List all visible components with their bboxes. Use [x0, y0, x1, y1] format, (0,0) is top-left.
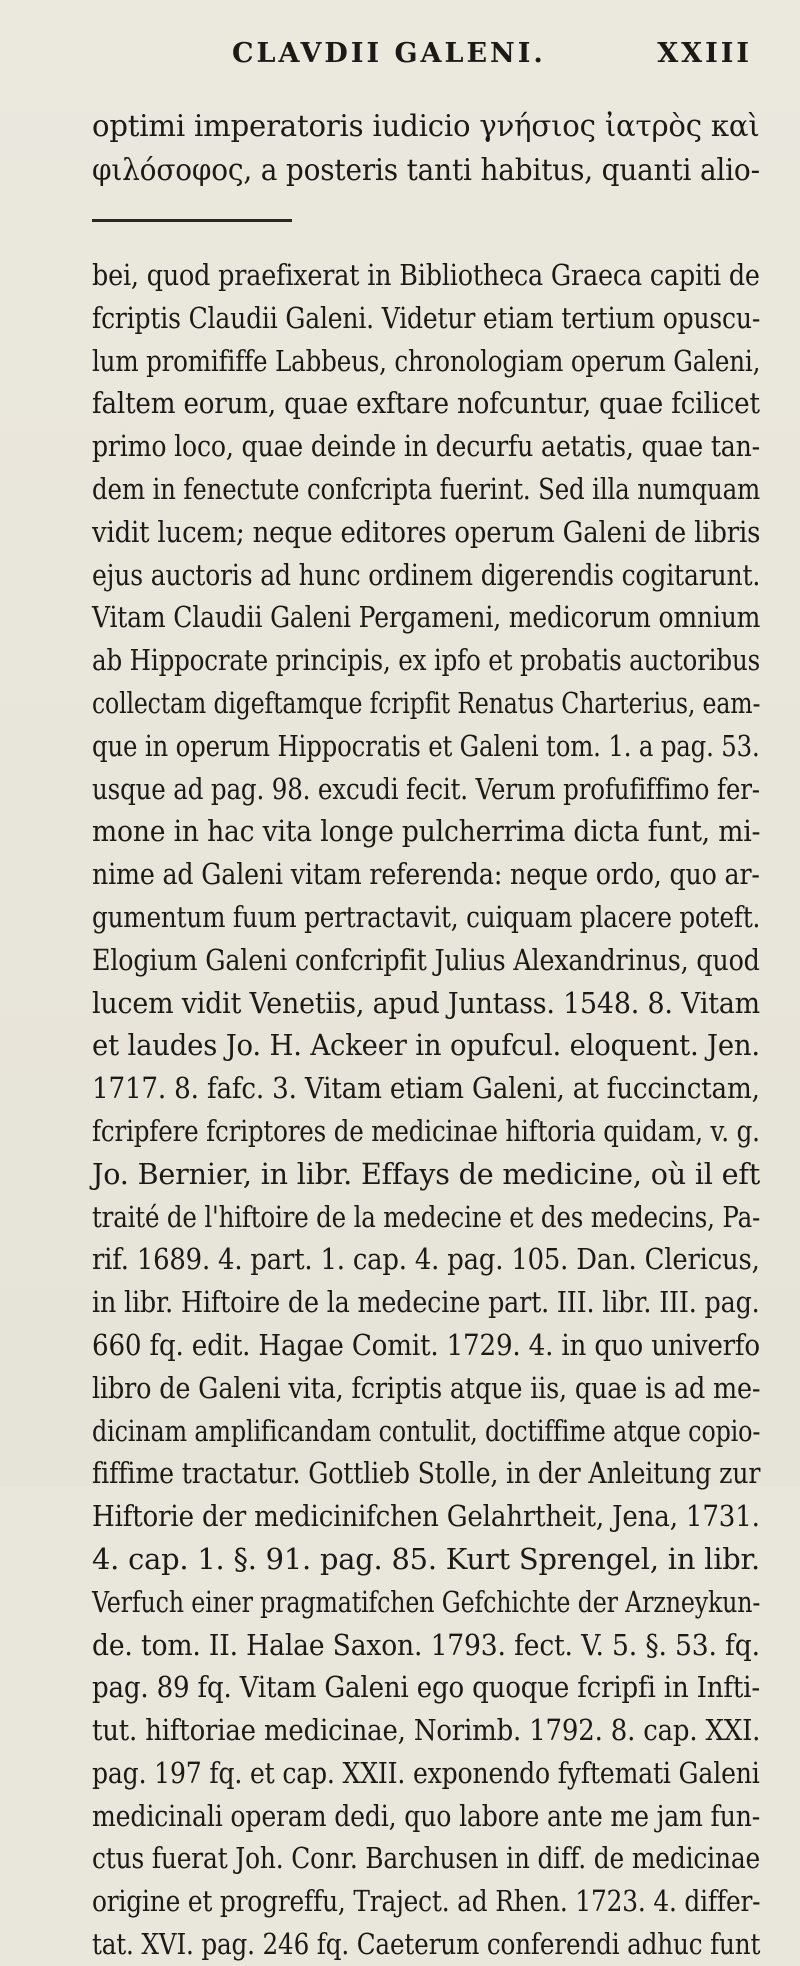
text-line: φιλόσοφος, a posteris tanti habitus, quanti alio- — [92, 153, 760, 188]
text-line: Jo. Bernier, in libr. Effays de medicine, où il eft — [92, 1156, 761, 1191]
text-line: 1717. 8. fafc. 3. Vitam etiam Galeni, at fuccinctam, — [92, 1071, 760, 1106]
text-line: origine et progreffu, Traject. ad Rhen. 1723. 4. differ- — [92, 1884, 761, 1919]
text-line: Verfuch einer pragmatifchen Gefchichte der Arzneykun- — [92, 1584, 761, 1619]
text-line: medicinali operam dedi, quo labore ante me jam fun- — [92, 1798, 761, 1833]
text-line: rif. 1689. 4. part. 1. cap. 4. pag. 105. Dan. Clericus, — [92, 1242, 760, 1277]
text-line: vidit lucem; neque editores operum Galeni de libris — [92, 514, 761, 549]
text-line: collectam digeftamque fcripfit Renatus Charterius, eam- — [92, 685, 761, 720]
text-line: ctus fuerat Joh. Conr. Barchusen in diff. de medicinae — [92, 1841, 761, 1876]
text-line: nime ad Galeni vitam referenda: neque ordo, quo ar- — [92, 857, 760, 892]
text-line: traité de l'hiftoire de la medecine et des medecins, Pa- — [92, 1199, 761, 1234]
text-line: fiffime tractatur. Gottlieb Stolle, in der Anleitung zur — [92, 1456, 761, 1491]
text-line: fcriptis Claudii Galeni. Videtur etiam tertium opuscu- — [92, 300, 761, 335]
text-line: optimi imperatoris iudicio γνήσιος ἰατρὸς καὶ — [92, 109, 760, 144]
page-number: XXIII — [657, 38, 752, 69]
text-line: tat. XVI. pag. 246 fq. Caeterum conferendi adhuc funt — [92, 1927, 761, 1962]
text-line: bei, quod praefixerat in Bibliotheca Graeca capiti de — [92, 258, 760, 292]
running-title: CLAVDII GALENI. — [232, 38, 546, 69]
footnote-rule — [92, 219, 292, 222]
text-line: libro de Galeni vita, fcriptis atque iis, quae is ad me- — [92, 1370, 761, 1405]
text-line: fcripfere fcriptores de medicinae hiftoria quidam, v. g. — [92, 1113, 760, 1148]
text-line: in libr. Hiftoire de la medecine part. III. libr. III. pag. — [92, 1285, 760, 1320]
text-line: ejus auctoris ad hunc ordinem digerendis cogitarunt. — [92, 557, 761, 592]
running-header — [232, 40, 752, 67]
text-line: usque ad pag. 98. excudi fecit. Verum profufiffimo fer- — [92, 771, 760, 806]
text-line: tut. hiftoriae medicinae, Norimb. 1792. 8. cap. XXI. — [92, 1713, 761, 1748]
text-line: 660 fq. edit. Hagae Comit. 1729. 4. in quo univerfo — [92, 1327, 760, 1362]
text-line: lucem vidit Venetiis, apud Juntass. 1548. 8. Vitam — [92, 985, 760, 1020]
text-line: 4. cap. 1. §. 91. pag. 85. Kurt Sprengel, in libr. — [92, 1541, 760, 1576]
text-line: dem in fenectute confcripta fuerint. Sed illa numquam — [92, 471, 761, 506]
text-line: et laudes Jo. H. Ackeer in opufcul. eloquent. Jen. — [92, 1028, 760, 1063]
text-line: que in operum Hippocratis et Galeni tom. 1. a pag. 53. — [92, 728, 760, 763]
text-line: gumentum fuum pertractavit, cuiquam placere poteft. — [92, 899, 761, 934]
intro-text — [92, 105, 760, 193]
text-line: Vitam Claudii Galeni Pergameni, medicorum omnium — [92, 600, 761, 635]
text-line: mone in hac vita longe pulcherrima dicta funt, mi- — [92, 814, 761, 849]
text-line: pag. 197 fq. et cap. XXII. exponendo fyftemati Galeni — [92, 1755, 760, 1790]
text-line: Elogium Galeni confcripfit Julius Alexandrinus, quod — [92, 942, 760, 977]
text-line: pag. 89 fq. Vitam Galeni ego quoque fcripfi in Infti- — [92, 1670, 760, 1705]
text-line: ab Hippocrate principis, ex ipfo et probatis auctoribus — [92, 643, 761, 678]
text-line: Hiftorie der medicinifchen Gelahrtheit, Jena, 1731. — [92, 1499, 760, 1534]
footnote-text — [92, 254, 760, 1966]
text-line: primo loco, quae deinde in decurfu aetatis, quae tan- — [92, 429, 760, 464]
text-line: de. tom. II. Halae Saxon. 1793. fect. V. 5. §. 53. fq. — [92, 1627, 760, 1662]
text-line: lum promififfe Labbeus, chronologiam operum Galeni, — [92, 343, 761, 378]
text-line: dicinam amplificandam contulit, doctiffime atque copio- — [92, 1413, 761, 1448]
text-line: faltem eorum, quae exftare nofcuntur, quae fcilicet — [92, 386, 760, 421]
